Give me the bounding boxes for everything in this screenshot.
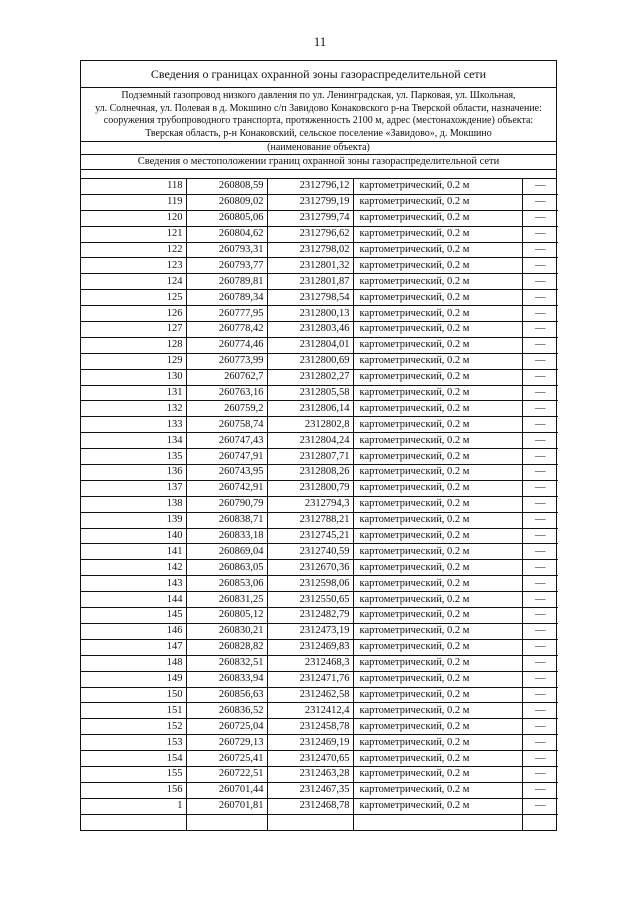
x-coordinate-cell: 260828,82 xyxy=(186,639,267,655)
point-number-cell: 148 xyxy=(81,655,186,671)
x-coordinate-cell: 260830,21 xyxy=(186,623,267,639)
note-cell: — xyxy=(522,353,558,369)
x-coordinate-cell: 260869,04 xyxy=(186,544,267,560)
x-coordinate-cell: 260793,31 xyxy=(186,242,267,258)
method-cell: картометрический, 0.2 м xyxy=(353,735,522,751)
note-cell: — xyxy=(522,560,558,576)
table-row xyxy=(81,337,558,353)
y-coordinate-cell: 2312806,14 xyxy=(267,401,353,417)
note-cell xyxy=(522,814,558,829)
point-number-cell: 135 xyxy=(81,449,186,465)
method-cell xyxy=(353,814,522,829)
y-coordinate-cell: 2312462,58 xyxy=(267,687,353,703)
note-cell: — xyxy=(522,703,558,719)
point-number-cell: 1 xyxy=(81,798,186,814)
method-cell: картометрический, 0.2 м xyxy=(353,385,522,401)
table-row xyxy=(81,306,558,322)
x-coordinate-cell: 260773,99 xyxy=(186,353,267,369)
y-coordinate-cell: 2312468,3 xyxy=(267,655,353,671)
note-cell: — xyxy=(522,798,558,814)
point-number-cell: 156 xyxy=(81,782,186,798)
table-row xyxy=(81,639,558,655)
note-cell: — xyxy=(522,179,558,194)
y-coordinate-cell: 2312467,35 xyxy=(267,782,353,798)
note-cell: — xyxy=(522,608,558,624)
method-cell: картометрический, 0.2 м xyxy=(353,353,522,369)
y-coordinate-cell: 2312800,79 xyxy=(267,480,353,496)
y-coordinate-cell: 2312469,19 xyxy=(267,735,353,751)
description-line: сооружения трубопроводного транспорта, протяженность 2100 м, адрес (местонахождение) объекта: xyxy=(103,115,534,126)
boundary-table-frame xyxy=(80,60,557,831)
y-coordinate-cell: 2312463,28 xyxy=(267,766,353,782)
table-row xyxy=(81,353,558,369)
y-coordinate-cell: 2312802,8 xyxy=(267,417,353,433)
note-cell: — xyxy=(522,592,558,608)
x-coordinate-cell: 260790,79 xyxy=(186,496,267,512)
note-cell: — xyxy=(522,465,558,481)
method-cell: картометрический, 0.2 м xyxy=(353,528,522,544)
table-row xyxy=(81,258,558,274)
x-coordinate-cell: 260762,7 xyxy=(186,369,267,385)
y-coordinate-cell: 2312468,78 xyxy=(267,798,353,814)
y-coordinate-cell: 2312796,62 xyxy=(267,226,353,242)
point-number-cell: 144 xyxy=(81,592,186,608)
table-row xyxy=(81,528,558,544)
point-number-cell: 129 xyxy=(81,353,186,369)
table-row xyxy=(81,719,558,735)
x-coordinate-cell: 260777,95 xyxy=(186,306,267,322)
y-coordinate-cell: 2312805,58 xyxy=(267,385,353,401)
y-coordinate-cell: 2312799,19 xyxy=(267,194,353,210)
coordinates-table-body xyxy=(81,179,558,830)
table-row xyxy=(81,592,558,608)
point-number-cell: 149 xyxy=(81,671,186,687)
note-cell: — xyxy=(522,639,558,655)
point-number-cell: 139 xyxy=(81,512,186,528)
note-cell: — xyxy=(522,369,558,385)
table-row xyxy=(81,496,558,512)
x-coordinate-cell: 260808,59 xyxy=(186,179,267,194)
x-coordinate-cell: 260789,34 xyxy=(186,290,267,306)
method-cell: картометрический, 0.2 м xyxy=(353,751,522,767)
x-coordinate-cell: 260833,18 xyxy=(186,528,267,544)
table-row xyxy=(81,655,558,671)
point-number-cell: 133 xyxy=(81,417,186,433)
note-cell: — xyxy=(522,417,558,433)
point-number-cell: 130 xyxy=(81,369,186,385)
method-cell: картометрический, 0.2 м xyxy=(353,322,522,338)
method-cell: картометрический, 0.2 м xyxy=(353,655,522,671)
point-number-cell: 151 xyxy=(81,703,186,719)
x-coordinate-cell: 260793,77 xyxy=(186,258,267,274)
note-cell: — xyxy=(522,655,558,671)
note-cell: — xyxy=(522,226,558,242)
y-coordinate-cell: 2312803,46 xyxy=(267,322,353,338)
method-cell: картометрический, 0.2 м xyxy=(353,639,522,655)
y-coordinate-cell: 2312804,01 xyxy=(267,337,353,353)
table-row xyxy=(81,623,558,639)
method-cell: картометрический, 0.2 м xyxy=(353,719,522,735)
note-cell: — xyxy=(522,576,558,592)
x-coordinate-cell: 260836,52 xyxy=(186,703,267,719)
method-cell: картометрический, 0.2 м xyxy=(353,417,522,433)
table-row xyxy=(81,242,558,258)
x-coordinate-cell: 260831,25 xyxy=(186,592,267,608)
table-row xyxy=(81,385,558,401)
description-line: Тверская область, р-н Конаковский, сельское поселение «Завидово», д. Мокшино xyxy=(145,127,492,139)
table-row xyxy=(81,735,558,751)
y-coordinate-cell: 2312808,26 xyxy=(267,465,353,481)
point-number-cell: 124 xyxy=(81,274,186,290)
section-subtitle: Сведения о местоположении границ охранной зоны газораспределительной сети xyxy=(81,155,556,170)
method-cell: картометрический, 0.2 м xyxy=(353,226,522,242)
description-line: Подземный газопровод низкого давления по ул. Ленинградская, ул. Парковая, ул. Школьная, xyxy=(121,90,516,101)
point-number-cell: 119 xyxy=(81,194,186,210)
table-row xyxy=(81,512,558,528)
point-number-cell: 122 xyxy=(81,242,186,258)
y-coordinate-cell: 2312470,65 xyxy=(267,751,353,767)
y-coordinate-cell: 2312799,74 xyxy=(267,210,353,226)
x-coordinate-cell: 260838,71 xyxy=(186,512,267,528)
header-gap-row xyxy=(81,170,556,179)
x-coordinate-cell xyxy=(186,814,267,829)
method-cell: картометрический, 0.2 м xyxy=(353,766,522,782)
x-coordinate-cell: 260725,41 xyxy=(186,751,267,767)
y-coordinate-cell: 2312800,69 xyxy=(267,353,353,369)
note-cell: — xyxy=(522,258,558,274)
method-cell: картометрический, 0.2 м xyxy=(353,512,522,528)
note-cell: — xyxy=(522,242,558,258)
x-coordinate-cell: 260743,95 xyxy=(186,465,267,481)
point-number-cell: 150 xyxy=(81,687,186,703)
y-coordinate-cell: 2312598,06 xyxy=(267,576,353,592)
y-coordinate-cell: 2312804,24 xyxy=(267,433,353,449)
page-number: 11 xyxy=(313,34,327,49)
y-coordinate-cell: 2312482,79 xyxy=(267,608,353,624)
x-coordinate-cell: 260809,02 xyxy=(186,194,267,210)
point-number-cell: 147 xyxy=(81,639,186,655)
method-cell: картометрический, 0.2 м xyxy=(353,671,522,687)
method-cell: картометрический, 0.2 м xyxy=(353,592,522,608)
method-cell: картометрический, 0.2 м xyxy=(353,210,522,226)
point-number-cell: 127 xyxy=(81,322,186,338)
note-cell: — xyxy=(522,528,558,544)
method-cell: картометрический, 0.2 м xyxy=(353,179,522,194)
table-row xyxy=(81,274,558,290)
note-cell: — xyxy=(522,687,558,703)
note-cell: — xyxy=(522,544,558,560)
point-number-cell: 137 xyxy=(81,480,186,496)
x-coordinate-cell: 260759,2 xyxy=(186,401,267,417)
x-coordinate-cell: 260758,74 xyxy=(186,417,267,433)
point-number-cell: 120 xyxy=(81,210,186,226)
method-cell: картометрический, 0.2 м xyxy=(353,703,522,719)
method-cell: картометрический, 0.2 м xyxy=(353,560,522,576)
note-cell: — xyxy=(522,735,558,751)
table-row xyxy=(81,417,558,433)
point-number-cell: 132 xyxy=(81,401,186,417)
table-row xyxy=(81,226,558,242)
method-cell: картометрический, 0.2 м xyxy=(353,798,522,814)
point-number-cell: 134 xyxy=(81,433,186,449)
document-title: Сведения о границах охранной зоны газораспределительной сети xyxy=(81,61,556,88)
x-coordinate-cell: 260805,12 xyxy=(186,608,267,624)
y-coordinate-cell: 2312469,83 xyxy=(267,639,353,655)
method-cell: картометрический, 0.2 м xyxy=(353,433,522,449)
point-number-cell: 153 xyxy=(81,735,186,751)
method-cell: картометрический, 0.2 м xyxy=(353,496,522,512)
table-row xyxy=(81,290,558,306)
note-cell: — xyxy=(522,449,558,465)
object-name-caption: (наименование объекта) xyxy=(81,142,556,155)
note-cell: — xyxy=(522,322,558,338)
method-cell: картометрический, 0.2 м xyxy=(353,258,522,274)
note-cell: — xyxy=(522,512,558,528)
method-cell: картометрический, 0.2 м xyxy=(353,194,522,210)
x-coordinate-cell: 260701,44 xyxy=(186,782,267,798)
x-coordinate-cell: 260774,46 xyxy=(186,337,267,353)
table-row xyxy=(81,782,558,798)
method-cell: картометрический, 0.2 м xyxy=(353,242,522,258)
note-cell: — xyxy=(522,385,558,401)
y-coordinate-cell: 2312471,76 xyxy=(267,671,353,687)
method-cell: картометрический, 0.2 м xyxy=(353,687,522,703)
note-cell: — xyxy=(522,719,558,735)
table-row xyxy=(81,576,558,592)
y-coordinate-cell: 2312745,21 xyxy=(267,528,353,544)
table-row xyxy=(81,449,558,465)
x-coordinate-cell: 260747,43 xyxy=(186,433,267,449)
table-row xyxy=(81,703,558,719)
table-row xyxy=(81,608,558,624)
coordinates-table xyxy=(81,179,558,830)
point-number-cell: 145 xyxy=(81,608,186,624)
table-row xyxy=(81,322,558,338)
method-cell: картометрический, 0.2 м xyxy=(353,544,522,560)
note-cell: — xyxy=(522,274,558,290)
table-row xyxy=(81,433,558,449)
method-cell: картометрический, 0.2 м xyxy=(353,290,522,306)
x-coordinate-cell: 260729,13 xyxy=(186,735,267,751)
table-row xyxy=(81,480,558,496)
point-number-cell: 143 xyxy=(81,576,186,592)
table-row xyxy=(81,766,558,782)
method-cell: картометрический, 0.2 м xyxy=(353,623,522,639)
y-coordinate-cell: 2312802,27 xyxy=(267,369,353,385)
point-number-cell: 138 xyxy=(81,496,186,512)
method-cell: картометрический, 0.2 м xyxy=(353,576,522,592)
y-coordinate-cell: 2312798,54 xyxy=(267,290,353,306)
point-number-cell: 155 xyxy=(81,766,186,782)
note-cell: — xyxy=(522,782,558,798)
y-coordinate-cell: 2312788,21 xyxy=(267,512,353,528)
x-coordinate-cell: 260778,42 xyxy=(186,322,267,338)
table-row xyxy=(81,751,558,767)
note-cell: — xyxy=(522,496,558,512)
y-coordinate-cell: 2312458,78 xyxy=(267,719,353,735)
x-coordinate-cell: 260725,04 xyxy=(186,719,267,735)
x-coordinate-cell: 260853,06 xyxy=(186,576,267,592)
y-coordinate-cell xyxy=(267,814,353,829)
method-cell: картометрический, 0.2 м xyxy=(353,306,522,322)
y-coordinate-cell: 2312473,19 xyxy=(267,623,353,639)
note-cell: — xyxy=(522,194,558,210)
note-cell: — xyxy=(522,766,558,782)
description-line: ул. Солнечная, ул. Полевая в д. Мокшино с/п Завидово Конаковского р-на Тверской области, назначение: xyxy=(95,102,542,114)
note-cell: — xyxy=(522,210,558,226)
point-number-cell: 123 xyxy=(81,258,186,274)
point-number-cell: 154 xyxy=(81,751,186,767)
y-coordinate-cell: 2312798,02 xyxy=(267,242,353,258)
note-cell: — xyxy=(522,290,558,306)
x-coordinate-cell: 260763,16 xyxy=(186,385,267,401)
table-row xyxy=(81,401,558,417)
point-number-cell: 146 xyxy=(81,623,186,639)
table-row xyxy=(81,687,558,703)
note-cell: — xyxy=(522,337,558,353)
point-number-cell: 131 xyxy=(81,385,186,401)
method-cell: картометрический, 0.2 м xyxy=(353,274,522,290)
method-cell: картометрический, 0.2 м xyxy=(353,480,522,496)
y-coordinate-cell: 2312801,32 xyxy=(267,258,353,274)
x-coordinate-cell: 260833,94 xyxy=(186,671,267,687)
note-cell: — xyxy=(522,751,558,767)
point-number-cell: 141 xyxy=(81,544,186,560)
note-cell: — xyxy=(522,306,558,322)
point-number-cell: 126 xyxy=(81,306,186,322)
table-row xyxy=(81,814,558,829)
y-coordinate-cell: 2312670,36 xyxy=(267,560,353,576)
point-number-cell: 121 xyxy=(81,226,186,242)
note-cell: — xyxy=(522,401,558,417)
table-row xyxy=(81,544,558,560)
point-number-cell: 118 xyxy=(81,179,186,194)
note-cell: — xyxy=(522,433,558,449)
note-cell: — xyxy=(522,480,558,496)
note-cell: — xyxy=(522,623,558,639)
table-row xyxy=(81,671,558,687)
point-number-cell: 128 xyxy=(81,337,186,353)
point-number-cell: 136 xyxy=(81,465,186,481)
point-number-cell: 140 xyxy=(81,528,186,544)
table-row xyxy=(81,210,558,226)
point-number-cell: 125 xyxy=(81,290,186,306)
note-cell: — xyxy=(522,671,558,687)
x-coordinate-cell: 260804,62 xyxy=(186,226,267,242)
y-coordinate-cell: 2312796,12 xyxy=(267,179,353,194)
point-number-cell: 142 xyxy=(81,560,186,576)
table-row xyxy=(81,465,558,481)
y-coordinate-cell: 2312740,59 xyxy=(267,544,353,560)
point-number-cell: 152 xyxy=(81,719,186,735)
y-coordinate-cell: 2312807,71 xyxy=(267,449,353,465)
table-row xyxy=(81,194,558,210)
method-cell: картометрический, 0.2 м xyxy=(353,449,522,465)
table-row xyxy=(81,798,558,814)
point-number-cell xyxy=(81,814,186,829)
y-coordinate-cell: 2312794,3 xyxy=(267,496,353,512)
method-cell: картометрический, 0.2 м xyxy=(353,369,522,385)
table-row xyxy=(81,179,558,194)
y-coordinate-cell: 2312550,65 xyxy=(267,592,353,608)
object-description xyxy=(81,88,556,142)
x-coordinate-cell: 260805,06 xyxy=(186,210,267,226)
x-coordinate-cell: 260856,63 xyxy=(186,687,267,703)
method-cell: картометрический, 0.2 м xyxy=(353,401,522,417)
x-coordinate-cell: 260701,81 xyxy=(186,798,267,814)
x-coordinate-cell: 260747,91 xyxy=(186,449,267,465)
x-coordinate-cell: 260832,51 xyxy=(186,655,267,671)
x-coordinate-cell: 260722,51 xyxy=(186,766,267,782)
method-cell: картометрический, 0.2 м xyxy=(353,608,522,624)
method-cell: картометрический, 0.2 м xyxy=(353,337,522,353)
table-row xyxy=(81,560,558,576)
y-coordinate-cell: 2312412,4 xyxy=(267,703,353,719)
method-cell: картометрический, 0.2 м xyxy=(353,465,522,481)
x-coordinate-cell: 260863,05 xyxy=(186,560,267,576)
table-row xyxy=(81,369,558,385)
x-coordinate-cell: 260789,81 xyxy=(186,274,267,290)
y-coordinate-cell: 2312801,87 xyxy=(267,274,353,290)
method-cell: картометрический, 0.2 м xyxy=(353,782,522,798)
x-coordinate-cell: 260742,91 xyxy=(186,480,267,496)
y-coordinate-cell: 2312800,13 xyxy=(267,306,353,322)
